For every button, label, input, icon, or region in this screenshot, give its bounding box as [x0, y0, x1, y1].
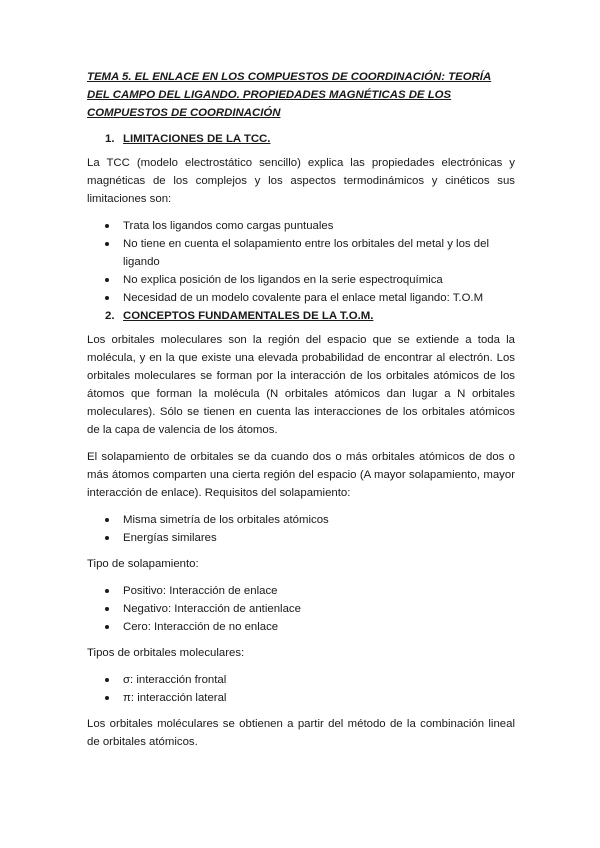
list-item: No explica posición de los ligandos en la serie espectroquímica — [87, 271, 515, 289]
section-2-heading — [87, 307, 515, 325]
overlap-types-list — [87, 582, 515, 636]
list-item: Positivo: Interacción de enlace — [87, 582, 515, 600]
section-1-heading — [87, 130, 515, 148]
section-1-title: LIMITACIONES DE LA TCC. — [123, 133, 271, 145]
section-2-paragraph-2: El solapamiento de orbitales se da cuando dos o más orbitales atómicos de dos o más átomos comparten una cierta región del espacio (A mayor solapamiento, mayor interacción de enlace). Requisitos del solapamiento: — [87, 451, 515, 499]
list-item: Cero: Interacción de no enlace — [87, 618, 515, 636]
document-content — [87, 68, 515, 760]
list-item: Negativo: Interacción de antienlace — [87, 600, 515, 618]
list-item: Trata los ligandos como cargas puntuales — [87, 217, 515, 235]
list-item: π: interacción lateral — [87, 689, 515, 707]
list-item: Misma simetría de los orbitales atómicos — [87, 511, 515, 529]
orbital-types-list — [87, 671, 515, 707]
section-2-title: CONCEPTOS FUNDAMENTALES DE LA T.O.M. — [123, 310, 374, 322]
requirements-list — [87, 511, 515, 547]
list-item: Energías similares — [87, 529, 515, 547]
section-1-number: 1. — [105, 133, 115, 145]
limitations-list — [87, 217, 515, 307]
section-2-number: 2. — [105, 310, 115, 322]
list-item: Necesidad de un modelo covalente para el enlace metal ligando: T.O.M — [87, 289, 515, 307]
orbital-types-label: Tipos de orbitales moleculares: — [87, 647, 245, 659]
list-item: No tiene en cuenta el solapamiento entre los orbitales del metal y los del ligando — [87, 235, 515, 271]
section-1-intro: La TCC (modelo electrostático sencillo) explica las propiedades electrónicas y magnéticas de los complejos y los aspectos termodinámicos y cinéticos sus limitaciones son: — [87, 157, 515, 205]
document-title: TEMA 5. EL ENLACE EN LOS COMPUESTOS DE COORDINACIÓN: TEORÍA DEL CAMPO DEL LIGANDO. PROPIEDADES MAGNÉTICAS DE LOS COMPUESTOS DE COORDINACIÓN — [87, 71, 492, 119]
overlap-types-label: Tipo de solapamiento: — [87, 558, 199, 570]
section-2-paragraph-1: Los orbitales moleculares son la región del espacio que se extiende a toda la molécula, y en la que existe una elevada probabilidad de encontrar al electrón. Los orbitales moleculares se forman por la interacción de los orbitales atómicos de los átomos que forman la molécula (N orbitales atómicos dan lugar a N orbitales moleculares). Sólo se tienen en cuenta las interacciones de los orbitales atómicos de la capa de valencia de los átomos. — [87, 334, 515, 436]
list-item: σ: interacción frontal — [87, 671, 515, 689]
section-2-paragraph-3: Los orbitales moléculares se obtienen a partir del método de la combinación lineal de orbitales atómicos. — [87, 718, 515, 748]
